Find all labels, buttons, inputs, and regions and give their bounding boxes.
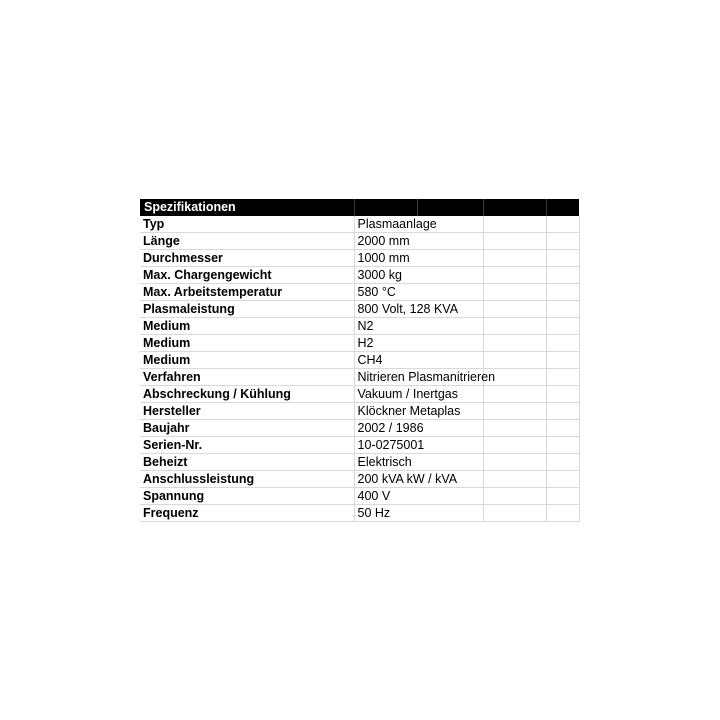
spec-label-cell[interactable]: Anschlussleistung: [140, 471, 354, 488]
spec-row[interactable]: [140, 420, 579, 437]
empty-cell[interactable]: [483, 352, 546, 369]
spec-label-cell[interactable]: Beheizt: [140, 454, 354, 471]
spec-value-cell[interactable]: 580 °C: [354, 284, 483, 301]
spec-label-cell[interactable]: Plasmaleistung: [140, 301, 354, 318]
empty-cell[interactable]: [546, 318, 579, 335]
spec-row[interactable]: [140, 318, 579, 335]
empty-cell[interactable]: [483, 267, 546, 284]
empty-cell[interactable]: [483, 250, 546, 267]
empty-cell[interactable]: [483, 233, 546, 250]
spec-row[interactable]: [140, 216, 579, 233]
spec-row[interactable]: [140, 284, 579, 301]
spec-sheet: [140, 199, 579, 522]
empty-cell[interactable]: [483, 420, 546, 437]
spec-label-cell[interactable]: Serien-Nr.: [140, 437, 354, 454]
spec-label-cell[interactable]: Durchmesser: [140, 250, 354, 267]
spec-value-cell[interactable]: 400 V: [354, 488, 483, 505]
empty-cell[interactable]: [546, 454, 579, 471]
spec-label-cell[interactable]: Hersteller: [140, 403, 354, 420]
spec-row[interactable]: [140, 335, 579, 352]
spec-value-cell[interactable]: 1000 mm: [354, 250, 483, 267]
spec-row[interactable]: [140, 454, 579, 471]
empty-cell[interactable]: [546, 437, 579, 454]
empty-cell[interactable]: [483, 505, 546, 522]
empty-cell[interactable]: [546, 301, 579, 318]
spec-header-row: [140, 199, 579, 216]
spec-value-cell[interactable]: Nitrieren Plasmanitrieren: [354, 369, 483, 386]
spec-label-cell[interactable]: Spannung: [140, 488, 354, 505]
spec-row[interactable]: [140, 352, 579, 369]
spec-row[interactable]: [140, 488, 579, 505]
spec-table: [140, 216, 579, 522]
empty-cell[interactable]: [483, 301, 546, 318]
spec-label-cell[interactable]: Frequenz: [140, 505, 354, 522]
empty-cell[interactable]: [546, 267, 579, 284]
empty-cell[interactable]: [546, 216, 579, 233]
empty-cell[interactable]: [546, 335, 579, 352]
spec-label-cell[interactable]: Typ: [140, 216, 354, 233]
empty-cell[interactable]: [546, 386, 579, 403]
empty-cell[interactable]: [483, 335, 546, 352]
spec-value-cell[interactable]: 200 kVA kW / kVA: [354, 471, 483, 488]
empty-cell[interactable]: [483, 318, 546, 335]
spec-row[interactable]: [140, 471, 579, 488]
empty-cell[interactable]: [546, 233, 579, 250]
spec-value-cell[interactable]: 3000 kg: [354, 267, 483, 284]
spec-label-cell[interactable]: Länge: [140, 233, 354, 250]
spec-label-cell[interactable]: Medium: [140, 318, 354, 335]
empty-cell[interactable]: [546, 369, 579, 386]
spec-row[interactable]: [140, 301, 579, 318]
spec-table-body: [140, 216, 579, 522]
spec-label-cell[interactable]: Medium: [140, 352, 354, 369]
spec-value-cell[interactable]: 2002 / 1986: [354, 420, 483, 437]
empty-cell[interactable]: [546, 403, 579, 420]
empty-cell[interactable]: [483, 216, 546, 233]
spec-row[interactable]: [140, 403, 579, 420]
empty-cell[interactable]: [546, 488, 579, 505]
spec-value-cell[interactable]: 50 Hz: [354, 505, 483, 522]
spec-label-cell[interactable]: Max. Arbeitstemperatur: [140, 284, 354, 301]
spec-label-cell[interactable]: Max. Chargengewicht: [140, 267, 354, 284]
empty-cell[interactable]: [546, 250, 579, 267]
spec-value-cell[interactable]: Plasmaanlage: [354, 216, 483, 233]
header-gridline: [483, 199, 484, 216]
spec-row[interactable]: [140, 386, 579, 403]
header-gridline: [417, 199, 418, 216]
spec-label-cell[interactable]: Medium: [140, 335, 354, 352]
empty-cell[interactable]: [483, 437, 546, 454]
empty-cell[interactable]: [483, 471, 546, 488]
spec-value-cell[interactable]: CH4: [354, 352, 483, 369]
spec-label-cell[interactable]: Abschreckung / Kühlung: [140, 386, 354, 403]
empty-cell[interactable]: [483, 386, 546, 403]
empty-cell[interactable]: [546, 505, 579, 522]
empty-cell[interactable]: [483, 488, 546, 505]
empty-cell[interactable]: [546, 420, 579, 437]
header-gridline: [354, 199, 355, 216]
spec-value-cell[interactable]: 10-0275001: [354, 437, 483, 454]
empty-cell[interactable]: [546, 471, 579, 488]
spec-value-cell[interactable]: Vakuum / Inertgas: [354, 386, 483, 403]
empty-cell[interactable]: [546, 284, 579, 301]
spec-value-cell[interactable]: 2000 mm: [354, 233, 483, 250]
spec-row[interactable]: [140, 437, 579, 454]
spec-value-cell[interactable]: H2: [354, 335, 483, 352]
spec-value-cell[interactable]: 800 Volt, 128 KVA: [354, 301, 483, 318]
spec-label-cell[interactable]: Baujahr: [140, 420, 354, 437]
empty-cell[interactable]: [546, 352, 579, 369]
empty-cell[interactable]: [483, 284, 546, 301]
spec-label-cell[interactable]: Verfahren: [140, 369, 354, 386]
spec-value-cell[interactable]: Elektrisch: [354, 454, 483, 471]
spec-row[interactable]: [140, 505, 579, 522]
empty-cell[interactable]: [483, 454, 546, 471]
spec-header-title: Spezifikationen: [144, 200, 236, 214]
header-gridline: [546, 199, 547, 216]
empty-cell[interactable]: [483, 403, 546, 420]
spec-value-cell[interactable]: Klöckner Metaplas: [354, 403, 483, 420]
spec-row[interactable]: [140, 267, 579, 284]
spec-value-cell[interactable]: N2: [354, 318, 483, 335]
spec-row[interactable]: [140, 250, 579, 267]
spec-row[interactable]: [140, 233, 579, 250]
spec-row[interactable]: [140, 369, 579, 386]
